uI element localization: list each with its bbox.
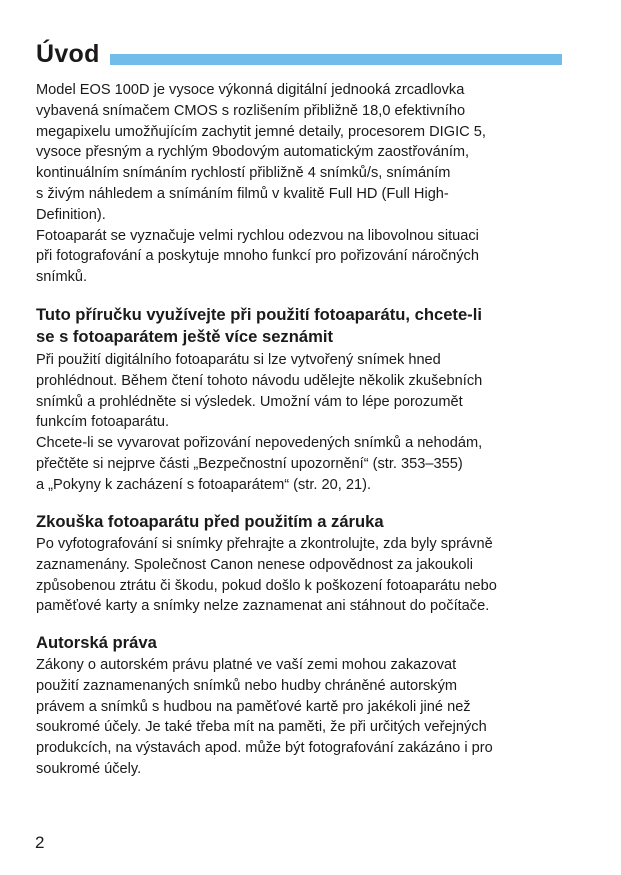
intro-line: megapixelu umožňujícím zachytit jemné detaily, procesorem DIGIC 5,	[36, 123, 486, 140]
body-line: produkcích, na výstavách apod. může být fotografování zakázáno i pro	[36, 740, 493, 757]
intro-line: Fotoaparát se vyznačuje velmi rychlou odezvou na libovolnou situaci	[36, 227, 479, 244]
body-line: paměťové karty a snímky nelze zaznamenat ani stáhnout do počítače.	[36, 598, 490, 615]
body-line: Zákony o autorském právu platné ve vaší zemi mohou zakazovat	[36, 657, 457, 673]
body-line: Chcete-li se vyvarovat pořizování nepovedených snímků a nehodám,	[36, 435, 483, 452]
body-line: přečtěte si nejprve části „Bezpečnostní upozornění“ (str. 353–355)	[36, 455, 463, 472]
body-line: zaznamenány. Společnost Canon nenese odpovědnost za jakoukoli	[36, 556, 474, 573]
heading-line: Autorská práva	[36, 633, 157, 652]
body-line: použití zaznamenaných snímků nebo hudby chráněné autorským	[36, 677, 458, 694]
intro-line: snímků.	[36, 269, 88, 286]
intro-line: vysoce přesným a rychlým 9bodovým automatickým zaostřováním,	[36, 144, 470, 161]
section-heading-copyright	[36, 632, 157, 654]
body-line: snímků a prohlédněte si výsledek. Umožní vám to lépe porozumět	[36, 393, 463, 410]
section-body-copyright	[36, 655, 566, 780]
section-heading-manual-usage	[36, 304, 482, 348]
body-line: soukromé účely. Je také třeba mít na paměti, že při určitých veřejných	[36, 719, 487, 736]
intro-line: kontinuálním snímáním rychlostí přibližně 4 snímků/s, snímáním	[36, 165, 451, 182]
section-body-manual-usage	[36, 350, 566, 496]
intro-line: vybavená snímačem CMOS s rozlišením přibližně 18,0 efektivního	[36, 102, 466, 119]
body-line: Při použití digitálního fotoaparátu si lze vytvořený snímek hned	[36, 352, 441, 368]
section-heading-test-and-warranty	[36, 511, 384, 533]
page-title: Úvod	[36, 40, 100, 68]
title-accent-bar	[110, 54, 562, 65]
intro-line: s živým náhledem a snímáním filmů v kvalitě Full HD (Full High-	[36, 185, 449, 202]
heading-line: Zkouška fotoaparátu před použitím a záruka	[36, 512, 384, 531]
body-line: soukromé účely.	[36, 760, 142, 777]
intro-line: Definition).	[36, 206, 106, 223]
body-line: funkcím fotoaparátu.	[36, 414, 170, 431]
page-number: 2	[35, 833, 45, 852]
title-row	[36, 38, 562, 74]
body-line: a „Pokyny k zacházení s fotoaparátem“ (str. 20, 21).	[36, 476, 372, 493]
heading-line: se s fotoaparátem ještě více seznámit	[36, 327, 333, 346]
body-line: způsobenou ztrátu či škodu, pokud došlo k poškození fotoaparátu nebo	[36, 577, 497, 594]
intro-line: Model EOS 100D je vysoce výkonná digitální jednooká zrcadlovka	[36, 82, 465, 98]
body-line: Po vyfotografování si snímky přehrajte a zkontrolujte, zda byly správně	[36, 536, 493, 552]
body-line: prohlédnout. Během čtení tohoto návodu udělejte několik zkušebních	[36, 372, 483, 389]
heading-line: Tuto příručku využívejte při použití fotoaparátu, chcete-li	[36, 305, 482, 324]
intro-line: při fotografování a poskytuje mnoho funkcí pro pořizování náročných	[36, 248, 479, 265]
intro-paragraph	[36, 80, 566, 288]
section-body-test-and-warranty	[36, 534, 566, 617]
body-line: právem a snímků s hudbou na paměťové kartě pro jakékoli jiné než	[36, 698, 471, 715]
